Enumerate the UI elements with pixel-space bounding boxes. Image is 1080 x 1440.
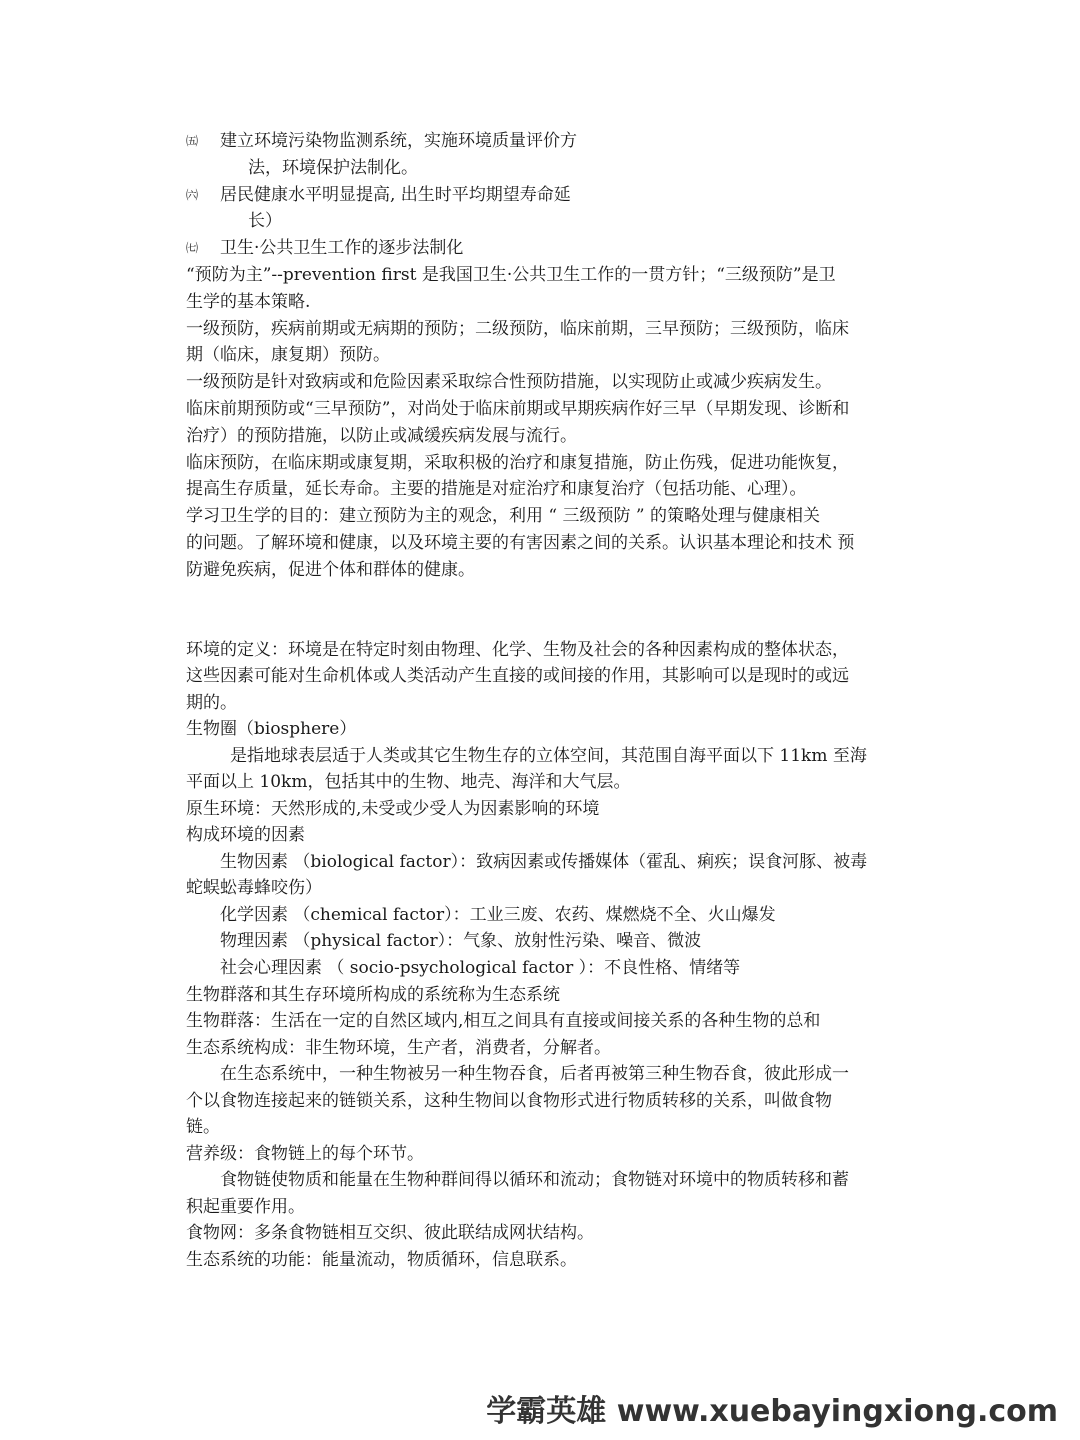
list-item-continuation: 法，环境保护法制化。 bbox=[248, 158, 418, 178]
text-line: 生态系统的功能：能量流动，物质循环，信息联系。 bbox=[186, 1250, 577, 1270]
text-line: 临床预防，在临床期或康复期，采取积极的治疗和康复措施，防止伤残，促进功能恢复， bbox=[186, 453, 849, 473]
text-line: 学习卫生学的目的：建立预防为主的观念，利用 “ 三级预防 ” 的策略处理与健康相关 bbox=[186, 506, 820, 526]
list-number: ㈦ bbox=[186, 241, 199, 255]
text-line: 期的。 bbox=[186, 693, 237, 713]
text-line: 在生态系统中，一种生物被另一种生物吞食，后者再被第三种生物吞食，彼此形成一 bbox=[220, 1064, 849, 1084]
text-line: 一级预防是针对致病或和危险因素采取综合性预防措施，以实现防止或减少疾病发生。 bbox=[186, 372, 832, 392]
text-line: 个以食物连接起来的链锁关系，这种生物间以食物形式进行物质转移的关系，叫做食物 bbox=[186, 1091, 832, 1111]
text-line: 营养级：食物链上的每个环节。 bbox=[186, 1144, 424, 1164]
list-item-text: 卫生·公共卫生工作的逐步法制化 bbox=[220, 238, 464, 258]
text-line: 这些因素可能对生命机体或人类活动产生直接的或间接的作用，其影响可以是现时的或远 bbox=[186, 666, 849, 686]
text-line: 期（临床，康复期）预防。 bbox=[186, 345, 390, 365]
text-line: 积起重要作用。 bbox=[186, 1197, 305, 1217]
text-line: 生态系统构成：非生物环境，生产者，消费者，分解者。 bbox=[186, 1038, 611, 1058]
text-line: “预防为主”--prevention first 是我国卫生·公共卫生工作的一贯方针；“三级预防”是卫 bbox=[186, 265, 836, 285]
text-line: 临床前期预防或“三早预防”，对尚处于临床前期或早期疾病作好三早（早期发现、诊断和 bbox=[186, 399, 850, 419]
text-line: 链。 bbox=[186, 1117, 220, 1137]
text-line: 物理因素 （physical factor）：气象、放射性污染、噪音、微波 bbox=[220, 931, 702, 951]
list-item-text: 居民健康水平明显提高, 出生时平均期望寿命延 bbox=[220, 185, 571, 205]
text-line: 环境的定义：环境是在特定时刻由物理、化学、生物及社会的各种因素构成的整体状态， bbox=[186, 640, 849, 660]
text-line: 食物链使物质和能量在生物种群间得以循环和流动；食物链对环境中的物质转移和蓄 bbox=[220, 1170, 849, 1190]
text-line: 防避免疾病，促进个体和群体的健康。 bbox=[186, 560, 475, 580]
text-line: 一级预防，疾病前期或无病期的预防；二级预防，临床前期，三早预防；三级预防，临床 bbox=[186, 319, 849, 339]
watermark: 学霸英雄 www.xuebayingxiong.com bbox=[486, 1394, 1058, 1429]
text-line: 生物群落和其生存环境所构成的系统称为生态系统 bbox=[186, 985, 560, 1005]
list-number: ㈥ bbox=[186, 188, 199, 202]
text-line: 治疗）的预防措施，以防止或减缓疾病发展与流行。 bbox=[186, 426, 577, 446]
text-line: 平面以上 10km，包括其中的生物、地壳、海洋和大气层。 bbox=[186, 772, 631, 792]
text-line: 的问题。了解环境和健康，以及环境主要的有害因素之间的关系。认识基本理论和技术 预 bbox=[186, 533, 855, 553]
list-number: ㈤ bbox=[186, 134, 199, 148]
text-line: 构成环境的因素 bbox=[186, 825, 305, 845]
text-line: 原生环境：天然形成的,未受或少受人为因素影响的环境 bbox=[186, 799, 600, 819]
list-item-continuation: 长） bbox=[248, 211, 282, 231]
text-line: 生物群落：生活在一定的自然区域内,相互之间具有直接或间接关系的各种生物的总和 bbox=[186, 1011, 821, 1031]
text-line: 社会心理因素 （ socio-psychological factor ）：不良性格、情绪等 bbox=[220, 958, 741, 978]
text-line: 生物因素 （biological factor）：致病因素或传播媒体（霍乱、痢疾；误食河豚、被毒 bbox=[220, 852, 868, 872]
text-line: 生学的基本策略. bbox=[186, 292, 311, 312]
text-line: 生物圈（biosphere） bbox=[186, 719, 357, 739]
list-item-text: 建立环境污染物监测系统，实施环境质量评价方 bbox=[220, 131, 577, 151]
text-line: 是指地球表层适于人类或其它生物生存的立体空间，其范围自海平面以下 11km 至海 bbox=[230, 746, 867, 766]
text-line: 提高生存质量，延长寿命。主要的措施是对症治疗和康复治疗（包括功能、心理）。 bbox=[186, 479, 807, 499]
text-line: 化学因素 （chemical factor）：工业三废、农药、煤燃烧不全、火山爆发 bbox=[220, 905, 776, 925]
text-line: 蛇蜈蚣毒蜂咬伤） bbox=[186, 878, 322, 898]
text-line: 食物网：多条食物链相互交织、彼此联结成网状结构。 bbox=[186, 1223, 594, 1243]
